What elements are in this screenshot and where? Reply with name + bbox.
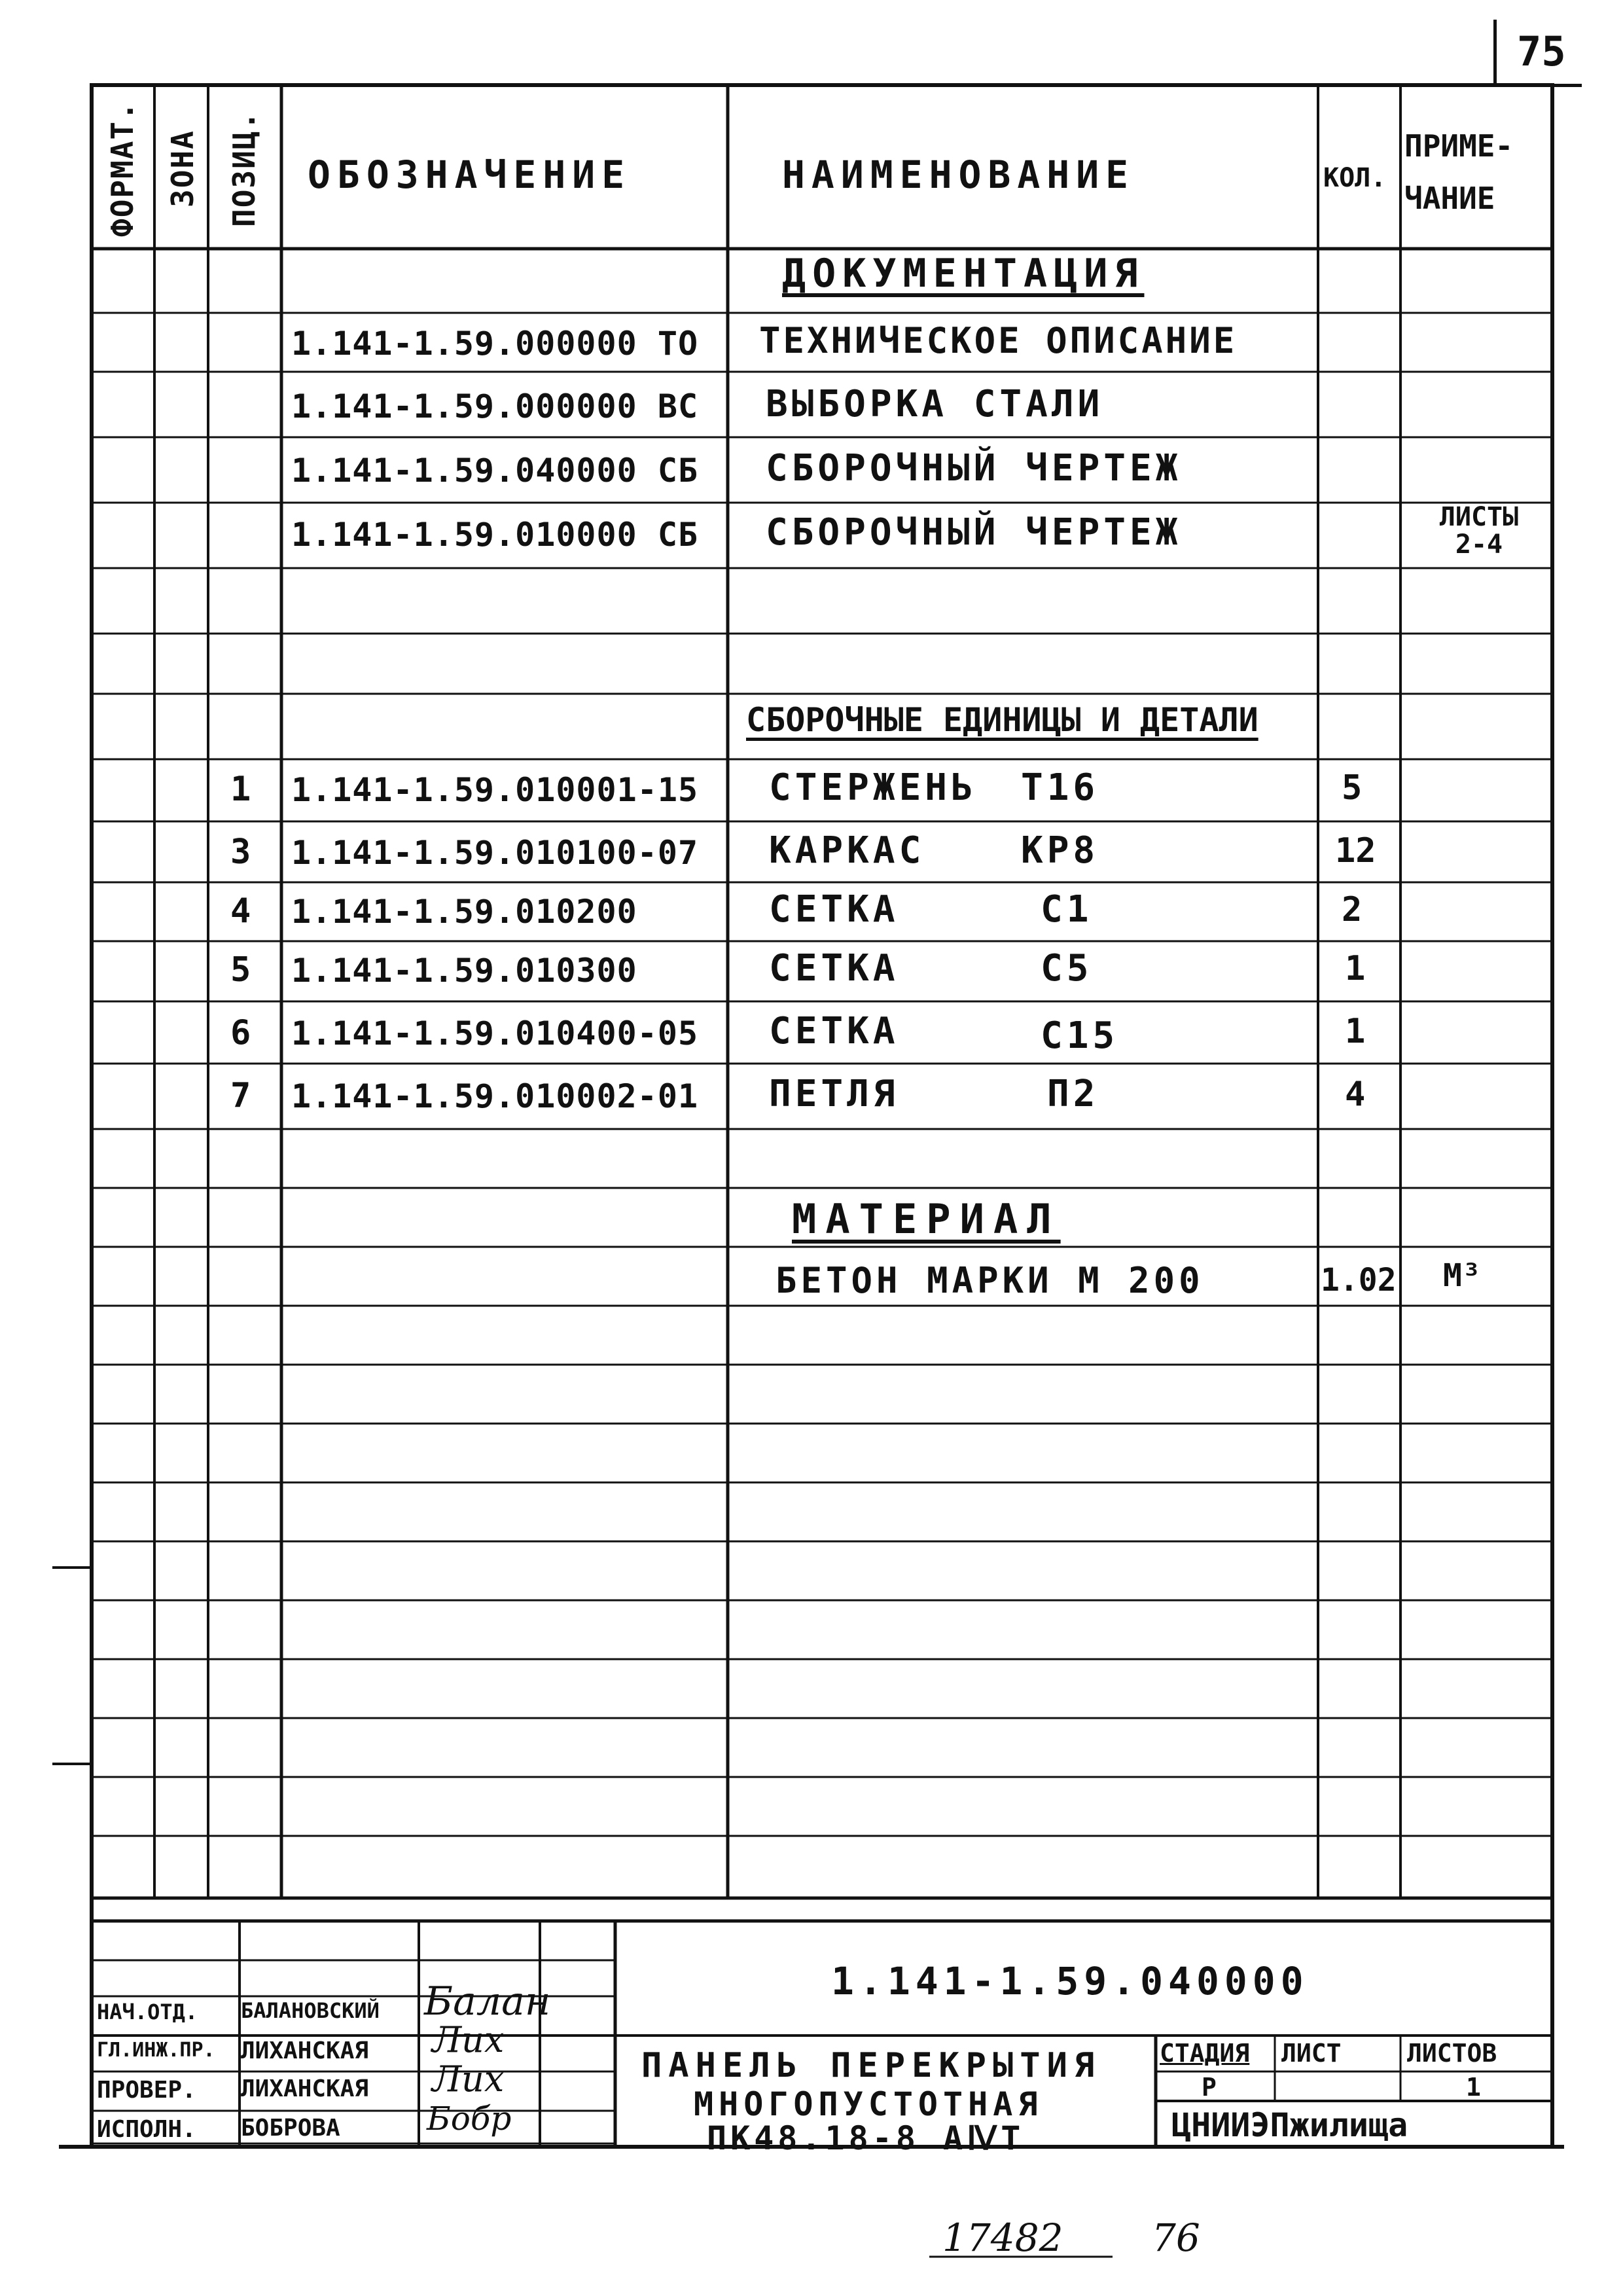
sig-1-signature: Балан (424, 1979, 551, 2024)
part-4-name: СЕТКА (769, 947, 899, 990)
title-line-2: МНОГОПУСТОТНАЯ (694, 2085, 1043, 2123)
sheet-label: ЛИСТ (1281, 2039, 1342, 2068)
material-name: БЕТОН МАРКИ М 200 (776, 1260, 1204, 1301)
sig-3-name: ЛИХАНСКАЯ (241, 2075, 369, 2102)
part-2-code: 1.141-1.59.010100-07 (291, 834, 699, 872)
doc-row-3-name: СБОРОЧНЫЙ ЧЕРТЕЖ (766, 447, 1182, 490)
sig-1-name: БАЛАНОВСКИЙ (241, 1998, 380, 2023)
part-4-mark: С5 (1041, 947, 1093, 990)
sig-2-role: ГЛ.ИНЖ.ПР. (97, 2039, 215, 2062)
part-6-name: ПЕТЛЯ (769, 1073, 899, 1115)
material-qty: 1.02 (1321, 1262, 1397, 1299)
sheets-label: ЛИСТОВ (1407, 2039, 1497, 2068)
title-line-1: ПАНЕЛЬ ПЕРЕКРЫТИЯ (641, 2046, 1101, 2085)
part-6-pos: 7 (230, 1076, 251, 1115)
part-5-mark: С15 (1041, 1014, 1119, 1057)
sig-4-name: БОБРОВА (241, 2115, 340, 2142)
header-position: ПОЗИЦ. (226, 110, 262, 228)
part-5-pos: 6 (230, 1013, 251, 1052)
sig-3-role: ПРОВЕР. (97, 2077, 196, 2104)
part-5-code: 1.141-1.59.010400-05 (291, 1014, 699, 1052)
part-3-code: 1.141-1.59.010200 (291, 893, 637, 931)
doc-row-2-code: 1.141-1.59.000000 ВС (291, 387, 699, 425)
part-2-pos: 3 (230, 833, 251, 872)
header-name: НАИМЕНОВАНИЕ (782, 152, 1135, 197)
section-documentation: ДОКУМЕНТАЦИЯ (782, 251, 1145, 296)
sig-2-signature: Лих (432, 2019, 505, 2060)
section-material: МАТЕРИАЛ (792, 1195, 1061, 1243)
part-5-name: СЕТКА (769, 1010, 899, 1052)
part-3-name: СЕТКА (769, 888, 899, 931)
footer-inv-number: 17482 (942, 2215, 1063, 2260)
stage-value: Р (1202, 2073, 1217, 2102)
part-1-pos: 1 (230, 770, 251, 809)
part-4-qty: 1 (1345, 949, 1366, 988)
header-note-line1: ПРИМЕ- (1404, 128, 1514, 164)
doc-row-4-note-line1: ЛИСТЫ (1439, 502, 1519, 532)
sig-4-signature: Бобр (427, 2100, 512, 2138)
doc-row-3-code: 1.141-1.59.040000 СБ (291, 452, 699, 490)
sig-4-role: ИСПОЛН. (97, 2116, 196, 2143)
sig-1-role: НАЧ.ОТД. (97, 2000, 198, 2024)
part-1-mark: Т16 (1021, 766, 1099, 809)
header-note-line2: ЧАНИЕ (1404, 181, 1495, 216)
footer-page-ref: 76 (1152, 2215, 1200, 2260)
sig-2-name: ЛИХАНСКАЯ (241, 2037, 369, 2064)
page-number: 75 (1517, 27, 1566, 75)
doc-row-1-code: 1.141-1.59.000000 ТО (291, 325, 699, 363)
part-3-mark: С1 (1041, 888, 1093, 931)
doc-row-4-code: 1.141-1.59.010000 СБ (291, 516, 699, 554)
part-1-qty: 5 (1342, 768, 1363, 808)
part-1-name: СТЕРЖЕНЬ (769, 766, 977, 809)
doc-row-1-name: ТЕХНИЧЕСКОЕ ОПИСАНИЕ (759, 320, 1238, 361)
part-6-mark: П2 (1047, 1073, 1099, 1115)
title-line-3: ПК48.18-8 АⅣТ (707, 2119, 1025, 2157)
part-4-pos: 5 (230, 950, 251, 990)
doc-row-2-name: ВЫБОРКА СТАЛИ (766, 383, 1104, 425)
material-unit: М³ (1443, 1257, 1481, 1294)
sig-3-signature: Лих (432, 2058, 505, 2100)
doc-row-4-name: СБОРОЧНЫЙ ЧЕРТЕЖ (766, 511, 1182, 554)
part-6-qty: 4 (1345, 1075, 1366, 1114)
part-6-code: 1.141-1.59.010002-01 (291, 1077, 699, 1115)
part-2-qty: 12 (1335, 831, 1376, 870)
doc-row-4-note-line2: 2-4 (1455, 529, 1503, 560)
part-1-code: 1.141-1.59.010001-15 (291, 771, 699, 809)
part-4-code: 1.141-1.59.010300 (291, 952, 637, 990)
organization: ЦНИИЭПжилища (1171, 2106, 1408, 2144)
header-qty: КОЛ. (1323, 163, 1387, 193)
part-3-qty: 2 (1342, 890, 1363, 929)
stage-label: СТАДИЯ (1160, 2039, 1250, 2068)
part-5-qty: 1 (1345, 1012, 1366, 1051)
header-zone: ЗОНА (165, 130, 200, 208)
sheets-value: 1 (1466, 2073, 1481, 2102)
header-designation: ОБОЗНАЧЕНИЕ (308, 152, 632, 197)
part-2-mark: КР8 (1021, 829, 1099, 872)
title-doc-number: 1.141-1.59.040000 (831, 1959, 1309, 2003)
part-2-name: КАРКАС (769, 829, 925, 872)
part-3-pos: 4 (230, 891, 251, 931)
header-format: ФОРМАТ. (105, 101, 140, 237)
section-assemblies: СБОРОЧНЫЕ ЕДИНИЦЫ И ДЕТАЛИ (746, 701, 1258, 739)
